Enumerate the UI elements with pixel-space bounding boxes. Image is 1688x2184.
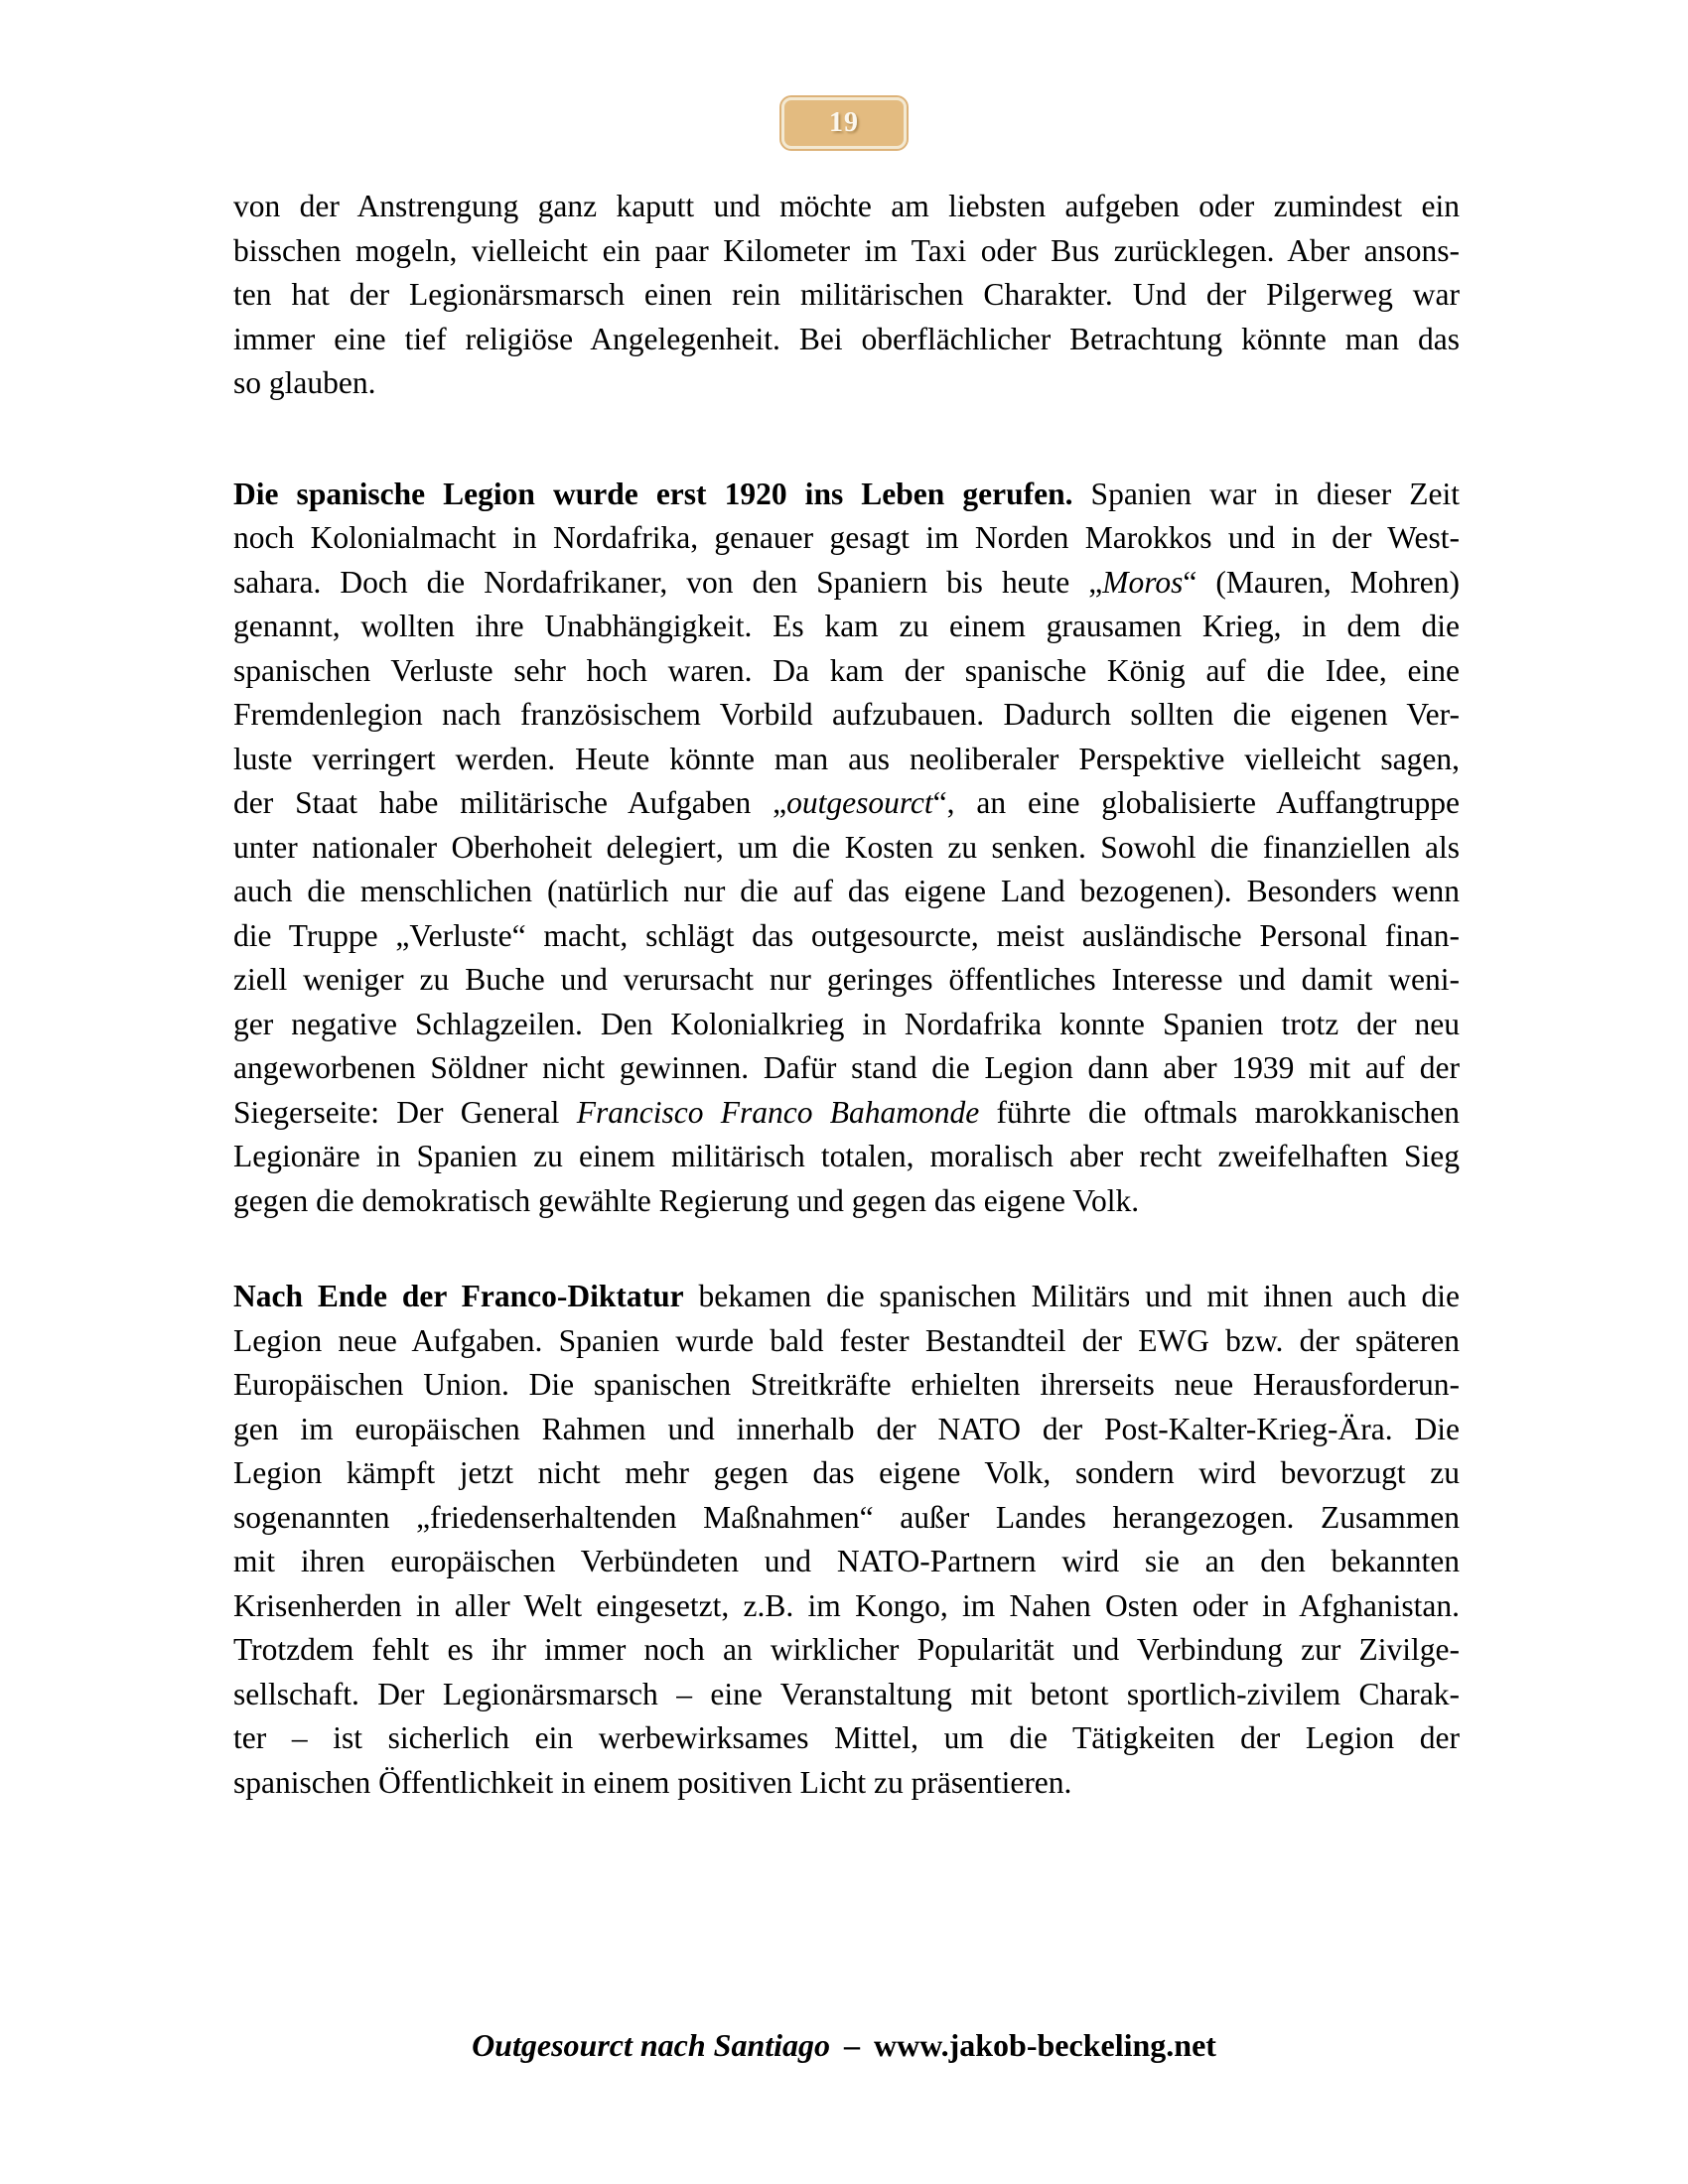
text-line bbox=[233, 738, 1460, 782]
text-line bbox=[233, 473, 1460, 517]
text-segment: angeworbenen Söldner nicht gewinnen. Dafür stand die Legion dann aber 1939 mit auf der bbox=[233, 1050, 1460, 1085]
text-segment: Die spanische Legion wurde erst 1920 ins Leben gerufen. bbox=[233, 476, 1073, 511]
text-line bbox=[233, 1451, 1460, 1496]
text-line bbox=[233, 273, 1460, 318]
text-segment: Legionäre in Spanien zu einem militärisch totalen, moralisch aber recht zweifelhaften Sieg bbox=[233, 1139, 1460, 1173]
text-segment: auch die menschlichen (natürlich nur die auf das eigene Land bezogenen). Besonders wenn bbox=[233, 874, 1460, 908]
text-segment: bisschen mogeln, vielleicht ein paar Kilometer im Taxi oder Bus zurücklegen. Aber ansons- bbox=[233, 232, 1460, 268]
text-line bbox=[233, 561, 1460, 606]
text-line bbox=[233, 1408, 1460, 1452]
text-line bbox=[233, 958, 1460, 1003]
text-line bbox=[233, 1046, 1460, 1091]
paragraph-1 bbox=[233, 185, 1460, 406]
text-segment: Francisco Franco Bahamonde bbox=[576, 1094, 980, 1130]
text-line bbox=[233, 361, 1460, 406]
text-line bbox=[233, 1003, 1460, 1047]
text-line bbox=[233, 1540, 1460, 1584]
text-segment: outgesourct bbox=[786, 785, 933, 820]
text-segment: Trotzdem fehlt es ihr immer noch an wirklicher Popularität und Verbindung zur Zivilge- bbox=[233, 1632, 1460, 1667]
text-line bbox=[233, 1628, 1460, 1673]
text-line bbox=[233, 1584, 1460, 1629]
footer-url: www.jakob-beckeling.net bbox=[874, 2027, 1216, 2063]
text-line bbox=[233, 318, 1460, 362]
text-line bbox=[233, 693, 1460, 738]
text-segment: unter nationaler Oberhoheit delegiert, um die Kosten zu senken. Sowohl die finanziellen als bbox=[233, 829, 1460, 865]
paragraph-3 bbox=[233, 1275, 1460, 1805]
footer-separator: – bbox=[844, 2027, 861, 2063]
text-segment: sogenannten „friedenserhaltenden Maßnahmen“ außer Landes herangezogen. Zusammen bbox=[233, 1499, 1460, 1535]
footer-book-title: Outgesourct nach Santiago bbox=[472, 2027, 831, 2063]
footer bbox=[0, 2023, 1688, 2067]
text-segment: führte die oftmals marokkanischen bbox=[979, 1094, 1460, 1130]
text-line bbox=[233, 1319, 1460, 1364]
text-line bbox=[233, 826, 1460, 871]
page-number: 19 bbox=[829, 107, 859, 138]
text-line bbox=[233, 1275, 1460, 1319]
text-line bbox=[233, 1363, 1460, 1408]
text-line bbox=[233, 229, 1460, 274]
text-segment: immer eine tief religiöse Angelegenheit. Bei oberflächlicher Betrachtung könnte man das bbox=[233, 321, 1460, 356]
page-number-badge bbox=[781, 97, 907, 149]
text-segment: gen im europäischen Rahmen und innerhalb der NATO der Post-Kalter-Krieg-Ära. Die bbox=[233, 1411, 1460, 1446]
text-segment: die Truppe „Verluste“ macht, schlägt das outgesourcte, meist ausländische Personal finan- bbox=[233, 917, 1460, 953]
text-segment: genannt, wollten ihre Unabhängigkeit. Es kam zu einem grausamen Krieg, in dem die bbox=[233, 609, 1460, 643]
text-line bbox=[233, 914, 1460, 959]
text-segment: spanischen Verluste sehr hoch waren. Da kam der spanische König auf die Idee, eine bbox=[233, 652, 1460, 688]
text-segment: Legion kämpft jetzt nicht mehr gegen das eigene Volk, sondern wird bevorzugt zu bbox=[233, 1455, 1460, 1490]
text-segment: Legion neue Aufgaben. Spanien wurde bald fester Bestandteil der EWG bzw. der späteren bbox=[233, 1322, 1460, 1358]
text-segment: noch Kolonialmacht in Nordafrika, genauer gesagt im Norden Marokkos und in der West- bbox=[233, 520, 1460, 555]
text-line bbox=[233, 870, 1460, 914]
text-line bbox=[233, 185, 1460, 229]
text-segment: Moros bbox=[1102, 564, 1184, 600]
text-segment: “, an eine globalisierte Auffangtruppe bbox=[932, 785, 1460, 820]
text-segment: von der Anstrengung ganz kaputt und möchte am liebsten aufgeben oder zumindest ein bbox=[233, 189, 1460, 223]
text-line bbox=[233, 1135, 1460, 1179]
text-segment: ter – ist sicherlich ein werbewirksames Mittel, um die Tätigkeiten der Legion der bbox=[233, 1720, 1460, 1755]
text-line bbox=[233, 1761, 1460, 1806]
text-segment: Spanien war in dieser Zeit bbox=[1072, 476, 1460, 511]
text-segment: sahara. Doch die Nordafrikaner, von den Spaniern bis heute „ bbox=[233, 564, 1103, 600]
text-segment: Krisenherden in aller Welt eingesetzt, z.B. im Kongo, im Nahen Osten oder in Afghanistan. bbox=[233, 1587, 1460, 1623]
text-segment: Fremdenlegion nach französischem Vorbild aufzubauen. Dadurch sollten die eigenen Ver- bbox=[233, 697, 1460, 732]
text-segment: ten hat der Legionärsmarsch einen rein militärischen Charakter. Und der Pilgerweg war bbox=[233, 277, 1460, 312]
text-line bbox=[233, 649, 1460, 694]
text-segment: gegen die demokratisch gewählte Regierung und gegen das eigene Volk. bbox=[233, 1182, 1140, 1218]
text-segment: Nach Ende der Franco-Diktatur bbox=[233, 1279, 684, 1313]
text-segment: ziell weniger zu Buche und verursacht nur geringes öffentliches Interesse und damit weni- bbox=[233, 962, 1460, 997]
text-segment: Siegerseite: Der General bbox=[233, 1094, 577, 1130]
text-segment: bekamen die spanischen Militärs und mit ihnen auch die bbox=[683, 1279, 1460, 1313]
text-segment: luste verringert werden. Heute könnte man aus neoliberaler Perspektive vielleicht sagen, bbox=[233, 741, 1460, 776]
text-segment: Europäischen Union. Die spanischen Streitkräfte erhielten ihrerseits neue Herausforderun- bbox=[233, 1367, 1460, 1402]
text-segment: sellschaft. Der Legionärsmarsch – eine Veranstaltung mit betont sportlich-zivilem Charak- bbox=[233, 1676, 1460, 1711]
text-line bbox=[233, 1179, 1460, 1224]
text-line bbox=[233, 1091, 1460, 1136]
text-line bbox=[233, 781, 1460, 826]
text-segment: spanischen Öffentlichkeit in einem positiven Licht zu präsentieren. bbox=[233, 1764, 1072, 1800]
text-segment: mit ihren europäischen Verbündeten und NATO-Partnern wird sie an den bekannten bbox=[233, 1544, 1460, 1578]
text-line bbox=[233, 1716, 1460, 1761]
text-segment: ger negative Schlagzeilen. Den Kolonialkrieg in Nordafrika konnte Spanien trotz der neu bbox=[233, 1006, 1460, 1041]
paragraph-2 bbox=[233, 473, 1460, 1224]
text-segment: “ (Mauren, Mohren) bbox=[1183, 564, 1460, 600]
text-line bbox=[233, 516, 1460, 561]
text-line bbox=[233, 605, 1460, 649]
text-segment: der Staat habe militärische Aufgaben „ bbox=[233, 785, 787, 820]
text-segment: so glauben. bbox=[233, 365, 376, 400]
text-line bbox=[233, 1496, 1460, 1541]
text-line bbox=[233, 1673, 1460, 1717]
text-content bbox=[233, 185, 1460, 1805]
